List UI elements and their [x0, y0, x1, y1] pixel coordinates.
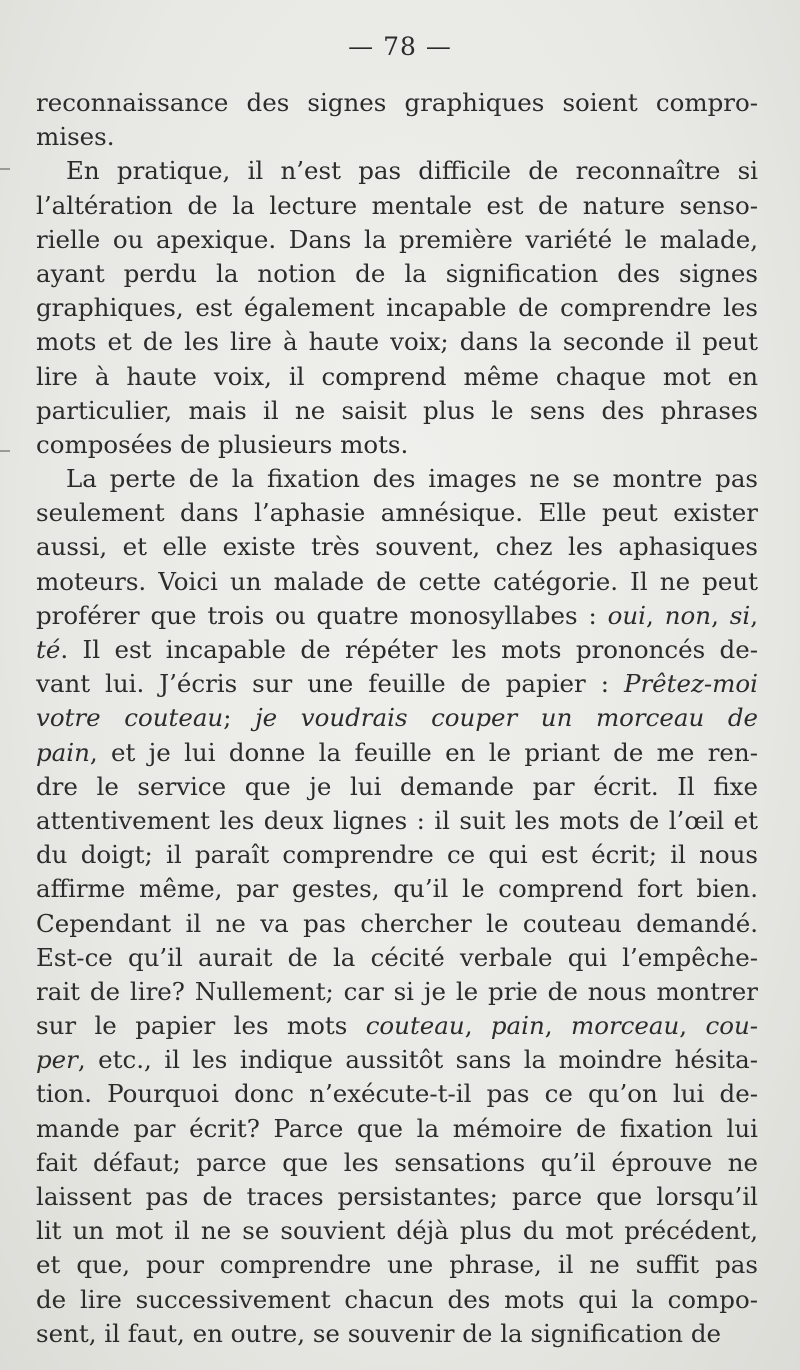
text-run: , — [544, 1011, 571, 1041]
text-run: aussi, et elle existe très souvent, chez les aphasiques — [36, 532, 758, 562]
text-line — [36, 1146, 758, 1180]
text-line — [36, 325, 758, 359]
text-run: de lire successivement chacun des mots qui la compo- — [36, 1284, 758, 1314]
margin-mark — [0, 168, 10, 170]
italic-text: per — [36, 1045, 78, 1075]
text-line — [36, 189, 758, 223]
text-run: , — [750, 600, 758, 630]
text-run: graphiques, est également incapable de comprendre les — [36, 293, 758, 323]
text-line — [36, 838, 758, 872]
text-line — [36, 1214, 758, 1248]
text-run: , — [646, 600, 665, 630]
text-run: reconnaissance des signes graphiques soient compro- — [36, 88, 758, 117]
text-line — [36, 736, 758, 770]
text-line — [36, 667, 758, 701]
italic-text: pain — [490, 1011, 545, 1041]
body-text — [36, 86, 758, 1351]
text-run: et que, pour comprendre une phrase, il ne suffit pas — [36, 1250, 758, 1280]
italic-text: si — [729, 600, 751, 630]
text-line — [36, 633, 758, 667]
text-run: , etc., il les indique aussitôt sans la moindre hésita- — [77, 1045, 758, 1075]
text-line — [36, 907, 758, 941]
text-line — [36, 565, 758, 599]
italic-text: couteau — [365, 1011, 465, 1041]
text-run: laissent pas de traces persistantes; parce que lorsqu’il — [36, 1182, 758, 1211]
text-line — [36, 770, 758, 804]
text-line — [36, 1317, 758, 1351]
text-run: rielle ou apexique. Dans la première variété le malade, — [36, 224, 758, 254]
text-run: vant lui. J’écris sur une feuille de papier : — [36, 669, 624, 699]
text-run: La perte de la fixation des images ne se montre pas — [66, 464, 758, 494]
text-line — [36, 1043, 758, 1077]
text-run: sur le papier les mots — [36, 1011, 366, 1041]
text-run: rait de lire? Nullement; car si je le prie de nous montrer — [36, 976, 758, 1006]
text-line — [36, 86, 758, 120]
text-line — [36, 872, 758, 906]
text-run: En pratique, il n’est pas difficile de reconnaître si — [66, 156, 758, 186]
text-line — [36, 462, 758, 496]
text-line — [36, 1077, 758, 1111]
text-run: lit un mot il ne se souvient déjà plus du mot précédent, — [36, 1216, 758, 1246]
text-line — [36, 291, 758, 325]
text-line — [36, 1248, 758, 1282]
text-line — [36, 496, 758, 530]
text-line — [36, 360, 758, 394]
text-line — [36, 1009, 758, 1043]
text-run: . Il est incapable de répéter les mots prononcés de- — [60, 635, 758, 664]
text-run: affirme même, par gestes, qu’il le comprend fort bien. — [36, 874, 758, 904]
italic-text: pain — [36, 737, 90, 767]
text-run: Cependant il ne va pas chercher le couteau demandé. — [36, 908, 758, 938]
text-run: dre le service que je lui demande par écrit. Il fixe — [36, 771, 758, 801]
text-line — [36, 1112, 758, 1146]
italic-text: votre couteau — [36, 703, 224, 733]
text-run: sent, il faut, en outre, se souvenir de la signification de — [36, 1318, 722, 1348]
text-line — [36, 394, 758, 428]
text-run: du doigt; il paraît comprendre ce qui est écrit; il nous — [36, 840, 758, 870]
text-run: lire à haute voix, il comprend même chaque mot en — [36, 361, 758, 391]
text-line — [36, 701, 758, 735]
text-run: , — [711, 600, 730, 630]
text-run: fait défaut; parce que les sensations qu’il éprouve ne — [36, 1147, 758, 1177]
text-line — [36, 154, 758, 188]
italic-text: morceau — [570, 1011, 680, 1041]
text-run: ; — [223, 703, 256, 733]
text-run: , et je lui donne la feuille en le priant de me ren- — [89, 737, 758, 767]
text-run: attentivement les deux lignes : il suit les mots de l’œil et — [36, 805, 758, 835]
text-line — [36, 428, 758, 462]
text-run: , — [464, 1011, 491, 1041]
text-run: moteurs. Voici un malade de cette catégorie. Il ne peut — [36, 566, 758, 596]
text-line — [36, 1283, 758, 1317]
text-line — [36, 975, 758, 1009]
text-run: Est-ce qu’il aurait de la cécité verbale qui l’empêche- — [36, 942, 758, 972]
text-line — [36, 941, 758, 975]
text-line — [36, 530, 758, 564]
text-line — [36, 120, 758, 154]
text-run: composées de plusieurs mots. — [36, 429, 409, 459]
page-number: — 78 — — [348, 32, 452, 61]
text-run: mande par écrit? Parce que la mémoire de fixation lui — [36, 1113, 758, 1143]
text-run: ayant perdu la notion de la signification des signes — [36, 258, 758, 288]
text-run: , — [679, 1011, 706, 1041]
text-run: particulier, mais il ne saisit plus le sens des phrases — [36, 395, 758, 425]
text-line — [36, 1180, 758, 1214]
italic-text: Prêtez-moi — [623, 669, 758, 699]
italic-text: je voudrais couper un morceau de — [255, 703, 759, 733]
italic-text: cou- — [705, 1011, 758, 1041]
text-line — [36, 223, 758, 257]
text-run: tion. Pourquoi donc n’exécute-t-il pas ce qu’on lui de- — [36, 1079, 758, 1109]
text-run: seulement dans l’aphasie amnésique. Elle peut exister — [36, 498, 758, 528]
text-line — [36, 804, 758, 838]
text-line — [36, 257, 758, 291]
text-run: l’altération de la lecture mentale est de nature senso- — [36, 190, 758, 220]
text-run: mots et de les lire à haute voix; dans la seconde il peut — [36, 327, 758, 357]
italic-text: non — [664, 600, 712, 630]
italic-text: oui — [607, 600, 647, 630]
italic-text: té — [36, 635, 61, 664]
text-run: proférer que trois ou quatre monosyllabes : — [36, 600, 608, 630]
text-line — [36, 599, 758, 633]
margin-mark — [0, 450, 10, 452]
text-run: mises. — [36, 122, 115, 152]
